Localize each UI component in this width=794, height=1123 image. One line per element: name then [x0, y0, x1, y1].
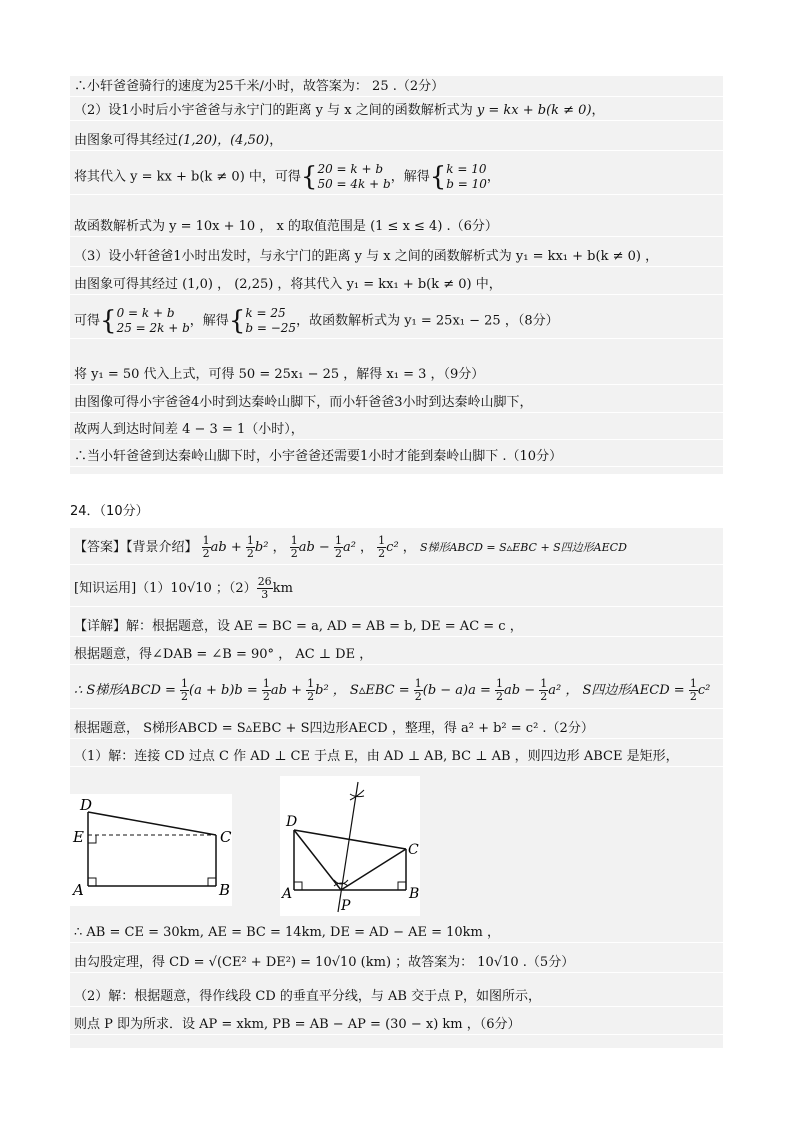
line-part3-conclusion: ∴当小轩爸爸到达秦岭山脚下时，小宇爸爸还需要1小时才能到秦岭山脚下 .（10分）	[70, 448, 723, 467]
line-part3-diff: 故两人到达时间差 4 − 3 = 1（小时），	[70, 421, 723, 440]
line-detail-conclusion: 根据题意， S梯形ABCD = S▵EBC + S四边形AECD ，整理，得 a² + b² = c² .（2分）	[70, 720, 723, 739]
label-P: P	[341, 898, 351, 914]
line-part2-setup: 则点 P 即为所求．设 AP = xkm, PB = AB − AP = (30 − x) km ，（6分）	[70, 1016, 723, 1035]
line-part2-construction: （2）解：根据题意，得作线段 CD 的垂直平分线，与 AB 交于点 P，如图所示，	[70, 988, 723, 1007]
label-B: B	[409, 886, 420, 902]
line-part2-setup: （2）设1小时后小宇爸爸与永宁门的距离 y 与 x 之间的函数解析式为 y = kx + b(k ≠ 0)，	[70, 102, 723, 121]
figure-perpendicular-bisector	[280, 776, 420, 920]
line-part3-substitute: 将 y₁ = 50 代入上式，可得 50 = 25x₁ − 25 ，解得 x₁ = 3 ，（9分）	[70, 366, 723, 385]
line-detail-angles: 根据题意，得∠DAB = ∠B = 90° ， AC ⊥ DE ，	[70, 646, 723, 665]
fraction-half: $\frac{1}{2}$	[202, 534, 210, 560]
label-D: D	[80, 796, 93, 814]
label-A: A	[73, 881, 84, 899]
solution-block-24	[70, 528, 723, 1048]
label-E: E	[73, 828, 84, 846]
line-part2-points: 由图象可得其经过(1,20)，(4,50)，	[70, 132, 723, 151]
label-B: B	[219, 881, 231, 899]
line-part1-lengths: ∴ AB = CE = 30km, AE = BC = 14km, DE = AD − AE = 10km ，	[70, 924, 723, 943]
question-24-title: 24．（10分）	[70, 504, 149, 519]
line-part1-pythagoras: 由勾股定理，得 CD = √(CE² + DE²) = 10√10 (km) ；故答案为： 10√10 .（5分）	[70, 954, 723, 973]
label-D: D	[286, 814, 298, 830]
label-A: A	[282, 886, 293, 902]
line-part2-result: 故函数解析式为 y = 10x + 10 ， x 的取值范围是 (1 ≤ x ≤ 4) .（6分）	[70, 218, 723, 237]
line-detail-areas: ∴ S梯形ABCD = $\frac{1}{2}$ (a + b)b = $\frac{1}{2}$ ab + $\frac{1}{2}$ b² ， S▵EBC = $\frac{1}{2}$ (b − a)a = $\frac{1}{2}$ ab − $\frac{1}{2}$ a² ， S四边形AECD = $\frac{1}{2}$ c²	[70, 674, 723, 709]
line-part2-system: 将其代入 y = kx + b(k ≠ 0) 中，可得{ 20 = k + b 50 = 4k + b ，解得{ k = 10 b = 10 ，	[70, 160, 723, 195]
line-part3-graph: 由图像可得小宇爸爸4小时到达秦岭山脚下，而小轩爸爸3小时到达秦岭山脚下，	[70, 394, 723, 413]
line-answer-background: 【答案】【背景介绍】 $\frac{1}{2}$ ab + $\frac{1}{2}$ b² ， $\frac{1}{2}$ ab − $\frac{1}{2}$ a² ， $\frac{1}{2}$ c² ， S梯形ABCD = S▵EBC + S四边形AECD	[70, 532, 723, 565]
line-part3-system: 可得{ 0 = k + b 25 = 2k + b ，解得{ k = 25 b = −25 ，故函数解析式为 y₁ = 25x₁ − 25 ，（8分）	[70, 304, 723, 339]
figure-trapezoid-rectangle	[70, 794, 232, 910]
label-C: C	[408, 842, 419, 858]
line-detail-setup: 【详解】解：根据题意，设 AE = BC = a, AD = AB = b, DE = AC = c ，	[70, 618, 723, 637]
line-part3-points: 由图象可得其经过 (1,0) ， (2,25) ，将其代入 y₁ = kx₁ + b(k ≠ 0) 中，	[70, 276, 723, 295]
line-part1-construction: （1）解：连接 CD 过点 C 作 AD ⊥ CE 于点 E，由 AD ⊥ AB, BC ⊥ AB ，则四边形 ABCE 是矩形，	[70, 748, 723, 767]
line-speed-answer: ∴小轩爸爸骑行的速度为25千米/小时，故答案为： 25 .（2分）	[70, 78, 723, 97]
line-part3-setup: （3）设小轩爸爸1小时出发时，与永宁门的距离 y 与 x 之间的函数解析式为 y₁ = kx₁ + b(k ≠ 0) ，	[70, 248, 723, 267]
label-C: C	[220, 828, 232, 846]
line-answer-application: [知识运用]（1）10√10 ；（2） $\frac{26}{3}$ km	[70, 572, 723, 607]
solution-block-23	[70, 76, 723, 474]
